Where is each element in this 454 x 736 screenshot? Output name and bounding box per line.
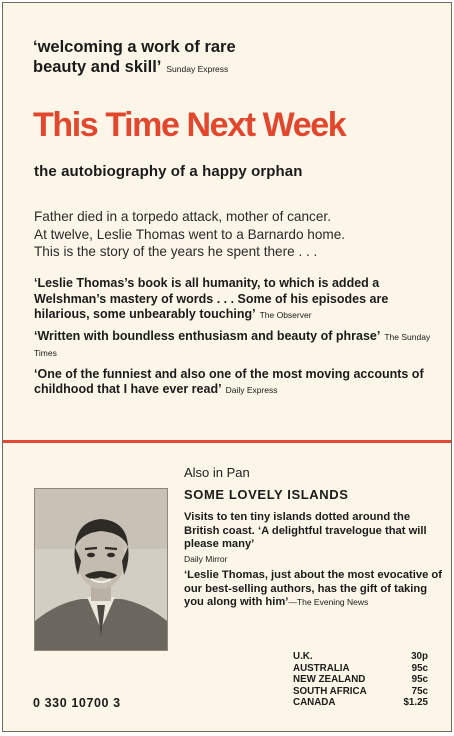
price-value: 30p <box>411 651 428 662</box>
other-book-description <box>184 511 446 566</box>
price-region: SOUTH AFRICA <box>293 685 367 697</box>
author-portrait-illustration <box>35 489 167 650</box>
other-book-quote-text: ‘Leslie Thomas, just about the most evocative of our best-selling authors, has the gift of taking you along with him’ <box>184 569 442 608</box>
price-region: AUSTRALIA <box>293 662 350 674</box>
other-book-description-source: Daily Mirror <box>184 553 228 564</box>
price-value: 95c <box>411 674 428 685</box>
lead-quote-line-1: ‘welcoming a work of rare <box>33 38 236 56</box>
price-value: $1.25 <box>403 697 428 708</box>
price-value: 95c <box>411 662 428 674</box>
other-book-quote <box>184 569 446 610</box>
book-subtitle: the autobiography of a happy orphan <box>34 163 303 180</box>
review-quote <box>34 276 439 324</box>
isbn-number: 0 330 10700 3 <box>33 696 121 710</box>
book-title: This Time Next Week <box>33 106 346 144</box>
price-region: U.K. <box>293 651 313 662</box>
lead-review-quote <box>33 37 433 79</box>
other-book-description-text: Visits to ten tiny islands dotted around the British coast. ‘A delightful travelogue that will please many’ <box>184 511 427 550</box>
review-quote-source: Daily Express <box>225 385 278 395</box>
review-quote-source: The Observer <box>259 310 312 320</box>
author-photo <box>34 488 168 651</box>
price-region: CANADA <box>293 697 336 708</box>
price-list <box>293 651 428 709</box>
review-quote-text: ‘One of the funniest and also one of the most moving accounts of childhood that I have ever read’ <box>34 366 424 396</box>
review-quote-source: The Sunday Times <box>34 331 431 358</box>
price-row <box>293 686 428 698</box>
review-quote-text: ‘Written with boundless enthusiasm and beauty of phrase’ <box>34 328 381 343</box>
red-divider-rule <box>3 440 451 443</box>
blurb-line: This is the story of the years he spent there . . . <box>34 244 318 259</box>
price-value: 75c <box>411 685 428 697</box>
other-book-quote-source: —The Evening News <box>288 597 369 607</box>
also-in-pan-label: Also in Pan <box>184 465 250 480</box>
back-cover <box>2 2 452 732</box>
blurb-line: At twelve, Leslie Thomas went to a Barnardo home. <box>34 226 346 242</box>
review-quote-text: ‘Leslie Thomas’s book is all humanity, to which is added a Welshman’s mastery of words . . . Some of his episodes are hilarious, some unbearably touching’ <box>34 276 389 321</box>
review-quotes <box>34 276 439 404</box>
review-quote <box>34 367 439 399</box>
lead-quote-line-2 <box>33 57 433 79</box>
price-row <box>293 651 428 663</box>
price-region: NEW ZEALAND <box>293 674 366 685</box>
blurb-line: Father died in a torpedo attack, mother of cancer. <box>34 209 331 224</box>
price-row <box>293 697 428 709</box>
lead-quote-line-2-text: beauty and skill’ <box>33 58 162 76</box>
price-row <box>293 663 428 675</box>
other-book-title: SOME LOVELY ISLANDS <box>184 487 349 502</box>
lead-quote-source: Sunday Express <box>166 64 229 74</box>
book-blurb <box>34 208 444 261</box>
price-row <box>293 674 428 686</box>
review-quote <box>34 329 439 362</box>
